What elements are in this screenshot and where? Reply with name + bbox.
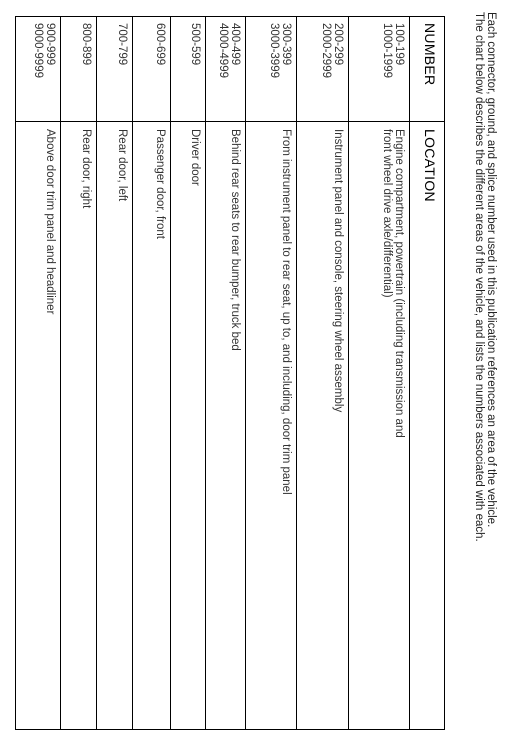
table-row	[133, 17, 171, 729]
table-row	[349, 17, 410, 729]
row-number: 900-999	[44, 23, 56, 66]
row-location: Driver door	[189, 129, 201, 186]
header-number: NUMBER	[422, 23, 438, 86]
area-number-table	[15, 16, 445, 730]
intro-text	[473, 12, 497, 727]
row-number: 100-199	[393, 23, 405, 66]
row-number: 200-299	[332, 23, 344, 66]
row-location: Rear door, right	[80, 129, 92, 209]
row-location: From instrument panel to rear seat, up to, and including, door trim panel	[280, 129, 292, 495]
row-number: 800-899	[80, 23, 92, 66]
row-location: Behind rear seats to rear bumper, truck bed	[229, 129, 241, 351]
row-number: 300-399	[280, 23, 292, 66]
row-location: Instrument panel and console, steering wheel assembly	[332, 129, 344, 413]
table-row	[297, 17, 349, 729]
row-location: Rear door, left	[116, 129, 128, 202]
row-number: 4000-4999	[217, 23, 229, 78]
row-location: Passenger door, front	[154, 129, 166, 239]
row-number: 9000-9999	[32, 23, 44, 78]
table-row	[61, 17, 97, 729]
row-location: Above door trim panel and headliner	[44, 129, 56, 315]
table-row	[246, 17, 297, 729]
table-row	[206, 17, 246, 729]
row-location: front wheel drive axle/differential)	[381, 129, 393, 298]
table-row	[97, 17, 133, 729]
intro-line-1: Each connector, ground, and splice number used in this publication references an area of the vehicle.	[485, 12, 497, 528]
row-number: 500-599	[189, 23, 201, 66]
header-location: LOCATION	[422, 129, 438, 202]
table-header-row	[410, 17, 444, 729]
row-number: 400-499	[229, 23, 241, 66]
intro-line-2: The chart below describes the different areas of the vehicle, and lists the numbers associated with each.	[473, 12, 485, 542]
row-location: Engine compartment, powertrain (including transmission and	[393, 129, 405, 438]
row-number: 1000-1999	[381, 23, 393, 78]
row-number: 3000-3999	[268, 23, 280, 78]
row-number: 700-799	[116, 23, 128, 66]
row-number: 2000-2999	[320, 23, 332, 78]
table-row	[17, 17, 61, 729]
table-row	[171, 17, 206, 729]
row-number: 600-699	[154, 23, 166, 66]
